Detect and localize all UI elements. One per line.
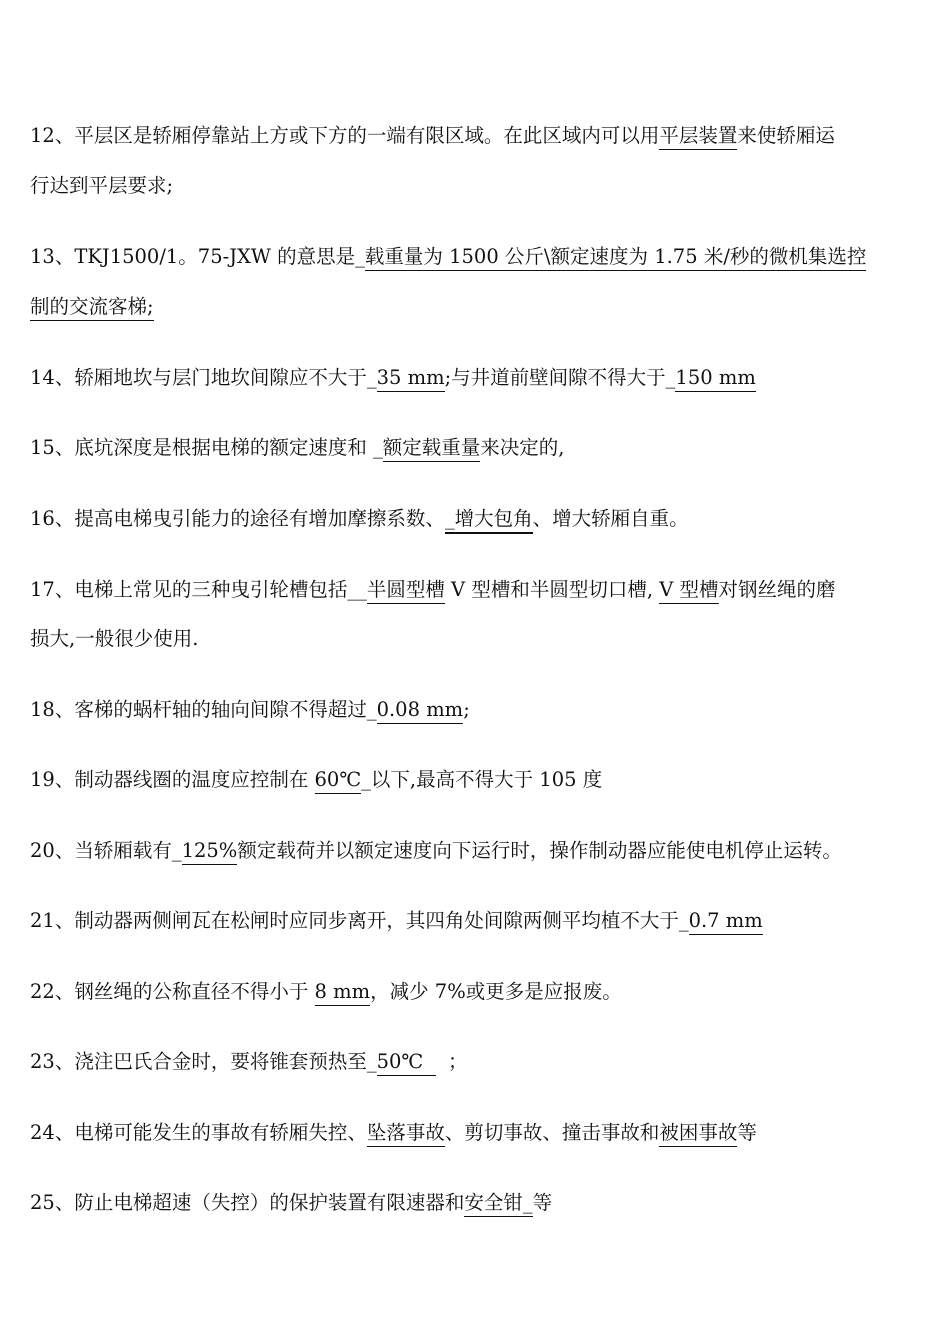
question-24-answer-1: 坠落事故	[367, 1121, 445, 1147]
question-24-text: 24、电梯可能发生的事故有轿厢失控、	[30, 1121, 367, 1144]
question-20-answer: 125%	[182, 839, 238, 865]
question-17-line-1	[30, 576, 836, 604]
question-14-text-cont: ;与井道前壁间隙不得大于_	[444, 366, 676, 389]
question-19-answer: 60℃	[315, 768, 362, 794]
question-25-text: 25、防止电梯超速（失控）的保护装置有限速器和	[30, 1191, 465, 1214]
question-20-text: 20、当轿厢载有_	[30, 839, 182, 862]
question-17-text-cont: V 型槽和半圆型切口槽,	[444, 578, 660, 601]
question-21-text: 21、制动器两侧闸瓦在松闸时应同步离开，其四角处间隙两侧平均植不大于_	[30, 909, 689, 932]
question-14-answer-2: 150 mm	[675, 366, 755, 392]
question-21-answer: 0.7 mm	[689, 909, 763, 935]
question-15-text-end: 来决定的,	[480, 436, 565, 459]
question-22	[30, 978, 622, 1006]
question-12-answer: 平层装置	[659, 124, 737, 150]
question-12-text-cont: 来使轿厢运	[737, 124, 835, 147]
question-18-answer: 0.08 mm	[377, 698, 464, 724]
question-25	[30, 1189, 552, 1217]
question-17-text-end: 损大,一般很少使用.	[30, 627, 199, 650]
question-16-text-end: 、增大轿厢自重。	[532, 507, 689, 530]
question-14-answer-1: 35 mm	[377, 366, 445, 392]
question-22-answer: 8 mm	[315, 980, 371, 1006]
question-12-line-1	[30, 122, 835, 150]
question-24-answer-2: 被困事故	[659, 1121, 737, 1147]
question-20-text-end: 额定载荷并以额定速度向下运行时，操作制动器应能使电机停止运转。	[237, 839, 842, 862]
question-19-text: 19、制动器线圈的温度应控制在	[30, 768, 315, 791]
question-23-text: 23、浇注巴氏合金时，要将锥套预热至_	[30, 1050, 377, 1073]
question-25-text-end: 等	[532, 1191, 553, 1214]
question-23	[30, 1048, 468, 1076]
question-17-line-2	[30, 625, 198, 653]
question-12-text: 12、平层区是轿厢停靠站上方或下方的一端有限区域。在此区域内可以用	[30, 124, 660, 147]
question-16	[30, 505, 689, 533]
question-18-text: 18、客梯的蜗杆轴的轴向间隙不得超过_	[30, 698, 377, 721]
question-18	[30, 696, 470, 724]
question-16-answer: _增大包角	[445, 507, 533, 534]
question-13-answer: 载重量为 1500 公斤\额定速度为 1.75 米/秒的微机集选控	[365, 245, 866, 271]
question-12-line-2	[30, 172, 173, 200]
question-24	[30, 1119, 757, 1147]
question-14-text: 14、轿厢地坎与层门地坎间隙应不大于_	[30, 366, 377, 389]
question-14	[30, 364, 756, 392]
question-22-text-end: ，减少 7%或更多是应报废。	[370, 980, 622, 1003]
question-21	[30, 907, 763, 935]
question-17-text: 17、电梯上常见的三种曳引轮槽包括__	[30, 578, 367, 601]
question-16-text: 16、提高电梯曳引能力的途径有增加摩擦系数、	[30, 507, 445, 530]
question-18-text-end: ;	[463, 698, 470, 721]
question-25-answer: 安全钳_	[464, 1191, 532, 1217]
question-13-line-2	[30, 293, 154, 321]
question-20	[30, 837, 842, 865]
question-23-answer: 50℃	[377, 1050, 436, 1076]
question-15-text: 15、底坑深度是根据电梯的额定速度和 _	[30, 436, 383, 459]
question-23-text-end: ；	[435, 1050, 468, 1073]
question-19-text-end: _以下,最高不得大于 105 度	[361, 768, 603, 791]
question-19	[30, 766, 602, 794]
question-17-answer-2: V 型槽	[659, 578, 718, 604]
question-13-answer-cont: 制的交流客梯;	[30, 295, 154, 321]
question-15	[30, 434, 564, 462]
question-17-text-cont-2: 对钢丝绳的磨	[718, 578, 836, 601]
question-15-answer: 额定载重量	[383, 436, 481, 462]
question-13-line-1	[30, 243, 866, 271]
question-24-text-end: 等	[737, 1121, 757, 1144]
question-24-text-cont: 、剪切事故、撞击事故和	[444, 1121, 660, 1144]
question-22-text: 22、钢丝绳的公称直径不得小于	[30, 980, 315, 1003]
question-12-text-end: 行达到平层要求;	[30, 174, 174, 197]
question-17-answer-1: 半圆型槽	[367, 578, 445, 604]
question-13-text: 13、TKJ1500/1。75-JXW 的意思是_	[30, 245, 365, 268]
